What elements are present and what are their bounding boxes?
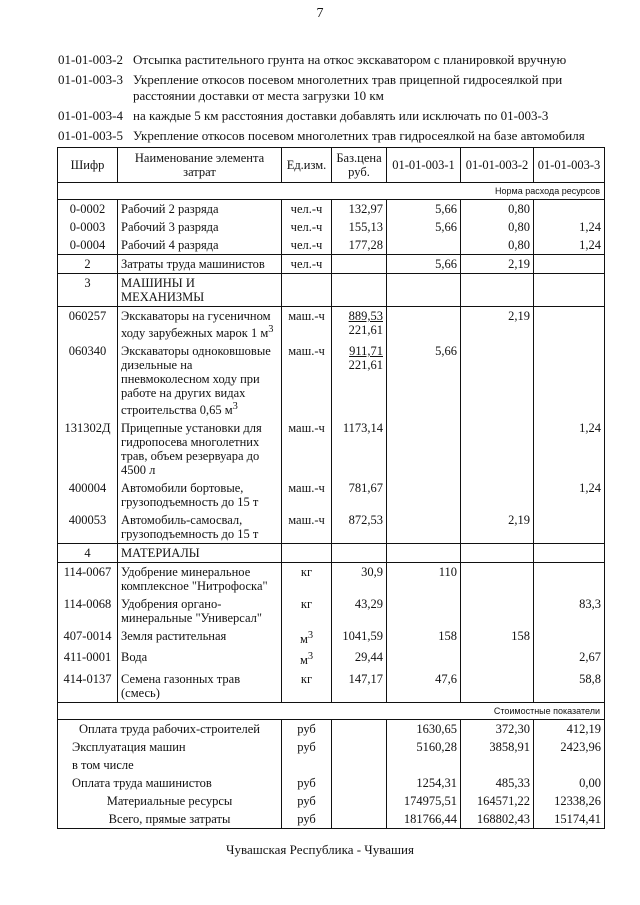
totals-row — [58, 810, 605, 829]
code-list — [58, 52, 603, 148]
norm-label: Норма расхода ресурсов — [58, 183, 605, 200]
cell-price: 155,13 — [332, 218, 387, 236]
cell-price — [332, 342, 387, 419]
total-label: Оплата труда рабочих-строителей — [58, 719, 282, 738]
cell-col1 — [387, 511, 461, 544]
cell-price: 177,28 — [332, 236, 387, 255]
empty-cell — [534, 544, 605, 563]
empty-cell — [461, 274, 534, 307]
cell-name: Удобрение минеральное комплексное "Нитрофоска" — [118, 563, 282, 596]
cell-unit: чел.-ч — [282, 236, 332, 255]
total-col2: 3858,91 — [461, 738, 534, 756]
cell-col2 — [461, 595, 534, 627]
cell-name: Земля растительная — [118, 627, 282, 648]
cell-col3: 1,24 — [534, 236, 605, 255]
unit-text: м — [299, 653, 308, 668]
cell-code: 060340 — [58, 342, 118, 419]
cell-col2 — [461, 563, 534, 596]
code-description: Укрепление откосов посевом многолетних трав прицепной гидросеялкой при расстоянии доставки от места загрузки 10 км — [133, 72, 563, 103]
table-row — [58, 511, 605, 544]
cell-price — [332, 255, 387, 274]
total-unit: руб — [282, 719, 332, 738]
cell-price: 1173,14 — [332, 419, 387, 479]
cell-name — [118, 342, 282, 419]
total-col1: 181766,44 — [387, 810, 461, 829]
resource-table — [57, 147, 605, 829]
cost-label: Стоимостные показатели — [58, 702, 605, 719]
total-label: в том числе — [58, 756, 282, 774]
cell-col3: 2,67 — [534, 648, 605, 669]
code-description: на каждые 5 км расстояния доставки добавлять или исключать по 01-003-3 — [133, 108, 549, 123]
cell-col2: 2,19 — [461, 307, 534, 343]
price-bottom: 221,61 — [348, 358, 383, 373]
cell-unit — [282, 627, 332, 648]
cell-col1 — [387, 307, 461, 343]
code-description: Укрепление откосов посевом многолетних трав гидросеялкой на базе автомобиля — [133, 128, 585, 143]
cell-col2 — [461, 342, 534, 419]
cell-unit — [282, 648, 332, 669]
cell-col3 — [534, 200, 605, 219]
cell-price — [332, 307, 387, 343]
total-unit: руб — [282, 810, 332, 829]
cell-col3 — [534, 307, 605, 343]
table-row — [58, 236, 605, 255]
empty-cell — [387, 274, 461, 307]
total-label: Всего, прямые затраты — [58, 810, 282, 829]
cell-name: Автомобиль-самосвал, грузоподъемность до 15 т — [118, 511, 282, 544]
cell-name: Удобрения органо-минеральные "Универсал" — [118, 595, 282, 627]
total-col3: 412,19 — [534, 719, 605, 738]
norm-subheader-row — [58, 183, 605, 200]
table-row — [58, 670, 605, 703]
total-col2: 372,30 — [461, 719, 534, 738]
page-number: 7 — [316, 6, 324, 21]
empty-cell — [332, 810, 387, 829]
cell-col1: 47,6 — [387, 670, 461, 703]
table-row — [58, 595, 605, 627]
cell-col1: 5,66 — [387, 342, 461, 419]
empty-cell — [332, 544, 387, 563]
empty-cell — [534, 756, 605, 774]
empty-cell — [332, 719, 387, 738]
cell-code: 411-0001 — [58, 648, 118, 669]
code-id: 01-01-003-3 — [58, 72, 123, 87]
empty-cell — [282, 544, 332, 563]
cell-col2 — [461, 670, 534, 703]
cell-col1: 110 — [387, 563, 461, 596]
empty-cell — [387, 756, 461, 774]
cell-col1: 5,66 — [387, 200, 461, 219]
cell-name: Вода — [118, 648, 282, 669]
cell-price: 132,97 — [332, 200, 387, 219]
cell-col2 — [461, 419, 534, 479]
unit-text: м — [299, 632, 308, 647]
cell-col2: 2,19 — [461, 511, 534, 544]
cell-col1: 5,66 — [387, 218, 461, 236]
cell-code: 131302Д — [58, 419, 118, 479]
total-col1: 5160,28 — [387, 738, 461, 756]
cell-unit: маш.-ч — [282, 307, 332, 343]
section-code: 3 — [58, 274, 118, 307]
empty-cell — [332, 774, 387, 792]
cell-code: 0-0003 — [58, 218, 118, 236]
empty-cell — [282, 756, 332, 774]
superscript: 3 — [307, 630, 314, 642]
empty-cell — [332, 756, 387, 774]
cell-col3: 1,24 — [534, 218, 605, 236]
empty-cell — [282, 274, 332, 307]
cell-col3 — [534, 255, 605, 274]
section-title: МАШИНЫ И МЕХАНИЗМЫ — [118, 274, 282, 307]
total-col2: 164571,22 — [461, 792, 534, 810]
cell-name: Рабочий 2 разряда — [118, 200, 282, 219]
cell-price: 1041,59 — [332, 627, 387, 648]
cell-col3: 83,3 — [534, 595, 605, 627]
cell-unit: маш.-ч — [282, 511, 332, 544]
cell-col1: 5,66 — [387, 255, 461, 274]
total-unit: руб — [282, 738, 332, 756]
totals-row — [58, 756, 605, 774]
cell-price: 43,29 — [332, 595, 387, 627]
header-name: Наименование элемента затрат — [118, 148, 282, 183]
cell-price: 872,53 — [332, 511, 387, 544]
cell-col1: 158 — [387, 627, 461, 648]
empty-cell — [534, 274, 605, 307]
cell-code: 400004 — [58, 479, 118, 511]
cell-col1 — [387, 648, 461, 669]
total-col2: 485,33 — [461, 774, 534, 792]
cell-col2: 158 — [461, 627, 534, 648]
code-id: 01-01-003-4 — [58, 108, 123, 123]
cell-price: 30,9 — [332, 563, 387, 596]
code-description: Отсыпка растительного грунта на откос экскаватором с планировкой вручную — [133, 52, 567, 67]
code-line — [58, 52, 603, 68]
code-id: 01-01-003-5 — [58, 128, 123, 143]
cell-code: 060257 — [58, 307, 118, 343]
cell-col2: 0,80 — [461, 236, 534, 255]
empty-cell — [332, 792, 387, 810]
cell-code: 114-0067 — [58, 563, 118, 596]
cell-col2: 0,80 — [461, 200, 534, 219]
cell-code: 407-0014 — [58, 627, 118, 648]
table-row — [58, 200, 605, 219]
superscript: 3 — [307, 651, 314, 663]
section-title: МАТЕРИАЛЫ — [118, 544, 282, 563]
total-col3: 0,00 — [534, 774, 605, 792]
total-unit: руб — [282, 792, 332, 810]
total-col3: 12338,26 — [534, 792, 605, 810]
total-col3: 2423,96 — [534, 738, 605, 756]
header-code: Шифр — [58, 148, 118, 183]
cell-name: Автомобили бортовые, грузоподъемность до 15 т — [118, 479, 282, 511]
table-row — [58, 479, 605, 511]
cell-col3 — [534, 342, 605, 419]
cell-col3 — [534, 563, 605, 596]
cell-unit: маш.-ч — [282, 342, 332, 419]
empty-cell — [461, 756, 534, 774]
total-col1: 1630,65 — [387, 719, 461, 738]
cell-unit: кг — [282, 563, 332, 596]
cell-col3: 1,24 — [534, 419, 605, 479]
total-label: Оплата труда машинистов — [58, 774, 282, 792]
totals-row — [58, 774, 605, 792]
code-id: 01-01-003-2 — [58, 52, 123, 67]
cell-code: 414-0137 — [58, 670, 118, 703]
table-row — [58, 419, 605, 479]
name-text: Экскаваторы на гусеничном ходу зарубежных марок 1 м — [121, 309, 271, 341]
cost-subheader-row — [58, 702, 605, 719]
code-line — [58, 128, 603, 144]
name-text: Экскаваторы одноковшовые дизельные на пневмоколесном ходу при работе на других видах строительства 0,65 м — [121, 344, 271, 418]
cell-col3: 1,24 — [534, 479, 605, 511]
section-row — [58, 544, 605, 563]
totals-row — [58, 738, 605, 756]
cell-name — [118, 307, 282, 343]
cell-col3 — [534, 627, 605, 648]
price-top: 911,71 — [349, 344, 383, 359]
cell-unit: кг — [282, 670, 332, 703]
cell-unit: кг — [282, 595, 332, 627]
table-row — [58, 342, 605, 419]
code-line — [58, 72, 603, 104]
cell-price: 147,17 — [332, 670, 387, 703]
table-header-row — [58, 148, 605, 183]
cell-col2 — [461, 479, 534, 511]
cell-price: 781,67 — [332, 479, 387, 511]
empty-cell — [332, 738, 387, 756]
table-row — [58, 627, 605, 648]
total-col1: 174975,51 — [387, 792, 461, 810]
cell-unit: маш.-ч — [282, 479, 332, 511]
cell-price: 29,44 — [332, 648, 387, 669]
cell-col1 — [387, 479, 461, 511]
cell-unit: чел.-ч — [282, 218, 332, 236]
table-row — [58, 563, 605, 596]
cell-col2: 0,80 — [461, 218, 534, 236]
superscript: 3 — [268, 324, 274, 335]
cell-name: Затраты труда машинистов — [118, 255, 282, 274]
page-footer: Чувашская Республика - Чувашия — [226, 842, 414, 857]
table-row — [58, 255, 605, 274]
total-col3: 15174,41 — [534, 810, 605, 829]
total-col2: 168802,43 — [461, 810, 534, 829]
price-bottom: 221,61 — [348, 323, 383, 337]
empty-cell — [461, 544, 534, 563]
cell-col3: 58,8 — [534, 670, 605, 703]
totals-row — [58, 792, 605, 810]
cell-unit: чел.-ч — [282, 255, 332, 274]
header-unit: Ед.изм. — [282, 148, 332, 183]
cell-code: 0-0004 — [58, 236, 118, 255]
header-col1: 01-01-003-1 — [387, 148, 461, 183]
table-row — [58, 307, 605, 343]
cell-name: Семена газонных трав (смесь) — [118, 670, 282, 703]
cell-name: Рабочий 4 разряда — [118, 236, 282, 255]
superscript: 3 — [232, 401, 238, 413]
empty-cell — [387, 544, 461, 563]
cell-name: Прицепные установки для гидропосева многолетних трав, объем резервуара до 4500 л — [118, 419, 282, 479]
cell-name: Рабочий 3 разряда — [118, 218, 282, 236]
total-col1: 1254,31 — [387, 774, 461, 792]
cell-col2 — [461, 648, 534, 669]
totals-row — [58, 719, 605, 738]
empty-cell — [332, 274, 387, 307]
total-label: Материальные ресурсы — [58, 792, 282, 810]
section-row — [58, 274, 605, 307]
cell-unit: маш.-ч — [282, 419, 332, 479]
cell-code: 114-0068 — [58, 595, 118, 627]
header-col2: 01-01-003-2 — [461, 148, 534, 183]
cell-col3 — [534, 511, 605, 544]
cell-col1 — [387, 419, 461, 479]
header-col3: 01-01-003-3 — [534, 148, 605, 183]
cell-col1 — [387, 595, 461, 627]
code-line — [58, 108, 603, 124]
cell-code: 2 — [58, 255, 118, 274]
cell-code: 400053 — [58, 511, 118, 544]
cell-code: 0-0002 — [58, 200, 118, 219]
cell-col2: 2,19 — [461, 255, 534, 274]
price-top: 889,53 — [348, 309, 383, 323]
header-price: Баз.цена руб. — [332, 148, 387, 183]
table-row — [58, 218, 605, 236]
cell-unit: чел.-ч — [282, 200, 332, 219]
table-row — [58, 648, 605, 669]
total-unit: руб — [282, 774, 332, 792]
section-code: 4 — [58, 544, 118, 563]
total-label: Эксплуатация машин — [58, 738, 282, 756]
cell-col1 — [387, 236, 461, 255]
